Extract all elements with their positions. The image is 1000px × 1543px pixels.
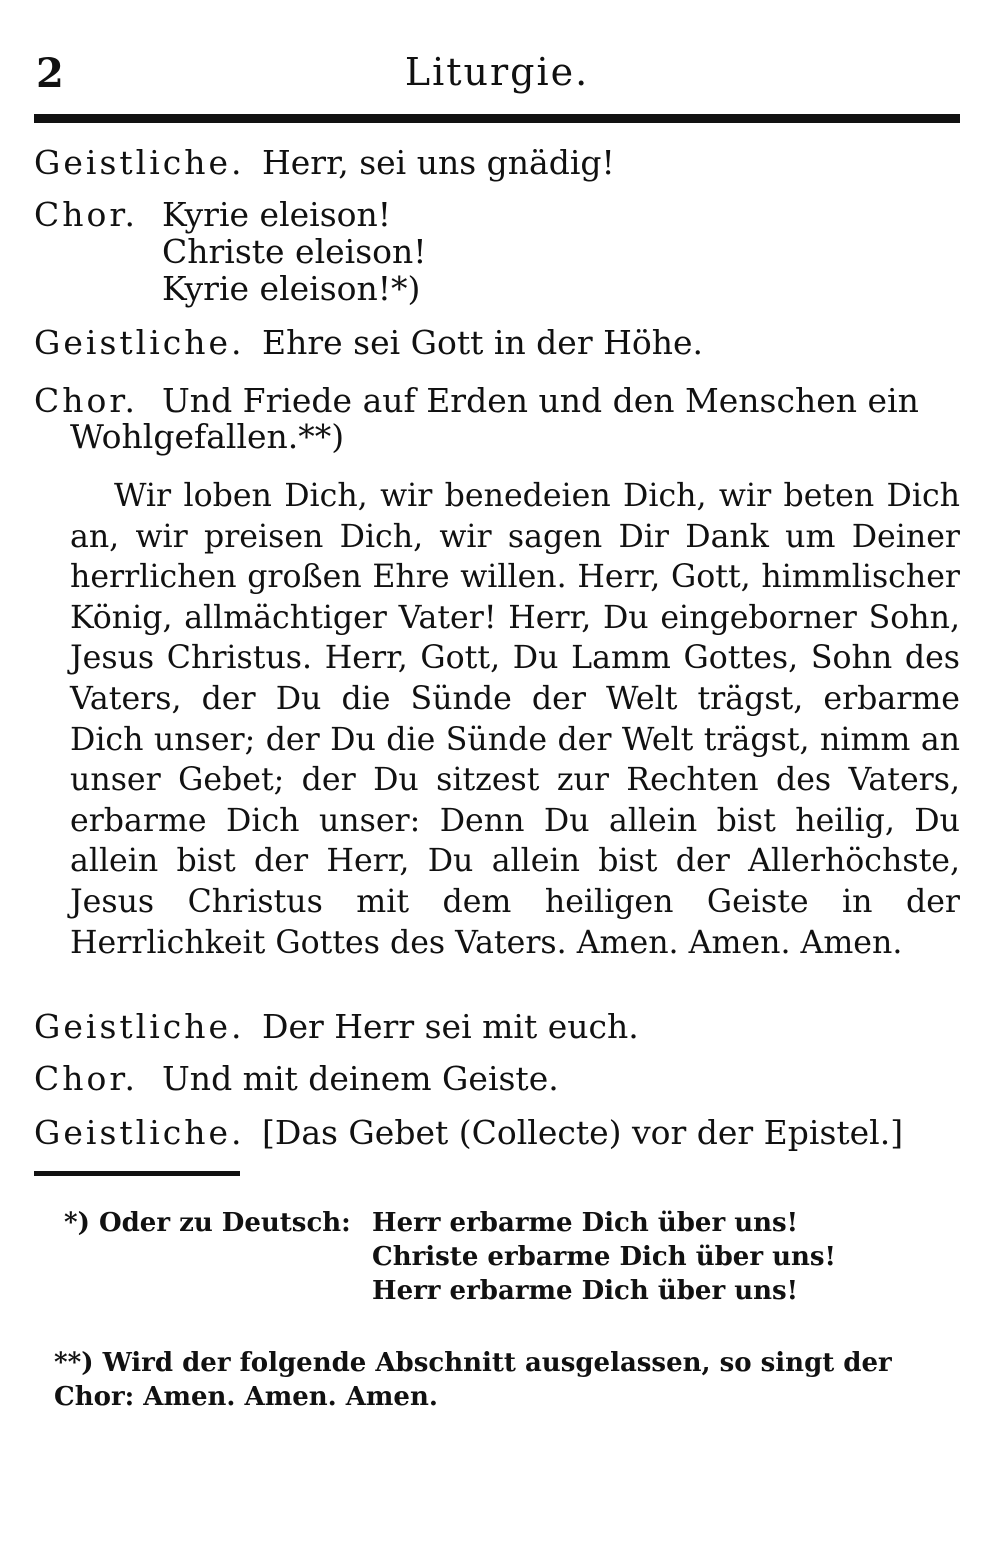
dialog-text: Kyrie eleison! — [162, 195, 392, 234]
speaker-label: Geistliche. — [34, 1007, 245, 1046]
footnote-line: Herr erbarme Dich über uns! — [372, 1208, 799, 1238]
footnote-text: Wird der folgende Abschnitt ausgelassen, so singt der Chor: Amen. Amen. Amen. — [54, 1348, 892, 1412]
footnote-mark: **) — [54, 1348, 94, 1378]
dialog-text: Ehre sei Gott in der Höhe. — [262, 323, 704, 362]
dialog-text: Und mit deinem Geiste. — [162, 1059, 559, 1098]
dialog-line — [34, 143, 615, 182]
page-header — [34, 50, 960, 110]
speaker-label: Geistliche. — [34, 143, 245, 182]
footnote-intro: Oder zu Deutsch: — [98, 1208, 351, 1238]
footnote-2 — [54, 1346, 960, 1414]
running-title: Liturgie. — [404, 50, 590, 94]
page-number: 2 — [36, 50, 64, 97]
speaker-label: Chor. — [34, 381, 139, 420]
dialog-line — [34, 1007, 639, 1046]
footnote-mark: *) — [64, 1208, 90, 1238]
gloria-paragraph: Wir loben Dich, wir benedeien Dich, wir beten Dich an, wir preisen Dich, wir sagen Dir Dank um Deiner herrlichen großen Ehre willen. Herr, Gott, himmlischer König, allmächtiger Vater! Herr, Du eingeborner Sohn, Jesus Christus. Herr, Gott, Du Lamm Gottes, Sohn des Vaters, der Du die Sünde der Welt trägst, erbarme Dich unser; der Du die Sünde der Welt trägst, nimm an unser Gebet; der Du sitzest zur Rechten des Vaters, erbarme Dich unser: Denn Du allein bist heilig, Du allein bist der Herr, Du allein bist der Allerhöchste, Jesus Christus mit dem heiligen Geiste in der Herrlichkeit Gottes des Vaters. Amen. Amen. Amen. — [70, 478, 960, 961]
footnote-rule — [34, 1171, 240, 1176]
dialog-line — [34, 195, 392, 234]
dialog-line: Christe eleison! — [162, 232, 427, 271]
footnote-line: Christe erbarme Dich über uns! — [372, 1242, 836, 1272]
speaker-label: Geistliche. — [34, 323, 245, 362]
dialog-line: Wohlgefallen.**) — [70, 417, 345, 456]
dialog-line — [34, 323, 704, 362]
header-rule — [34, 114, 960, 123]
footnote-line: Herr erbarme Dich über uns! — [372, 1276, 799, 1306]
dialog-line — [34, 1059, 559, 1098]
dialog-text: Herr, sei uns gnädig! — [262, 143, 615, 182]
speaker-label: Geistliche. — [34, 1113, 245, 1152]
dialog-line — [34, 1113, 904, 1152]
speaker-label: Chor. — [34, 1059, 139, 1098]
dialog-line: Kyrie eleison!*) — [162, 269, 421, 308]
footnote-1 — [64, 1208, 351, 1238]
dialog-text: [Das Gebet (Collecte) vor der Epistel.] — [262, 1113, 904, 1152]
dialog-line — [34, 381, 919, 420]
dialog-text: Der Herr sei mit euch. — [262, 1007, 639, 1046]
speaker-label: Chor. — [34, 195, 139, 234]
dialog-text: Und Friede auf Erden und den Menschen ein — [162, 381, 919, 420]
